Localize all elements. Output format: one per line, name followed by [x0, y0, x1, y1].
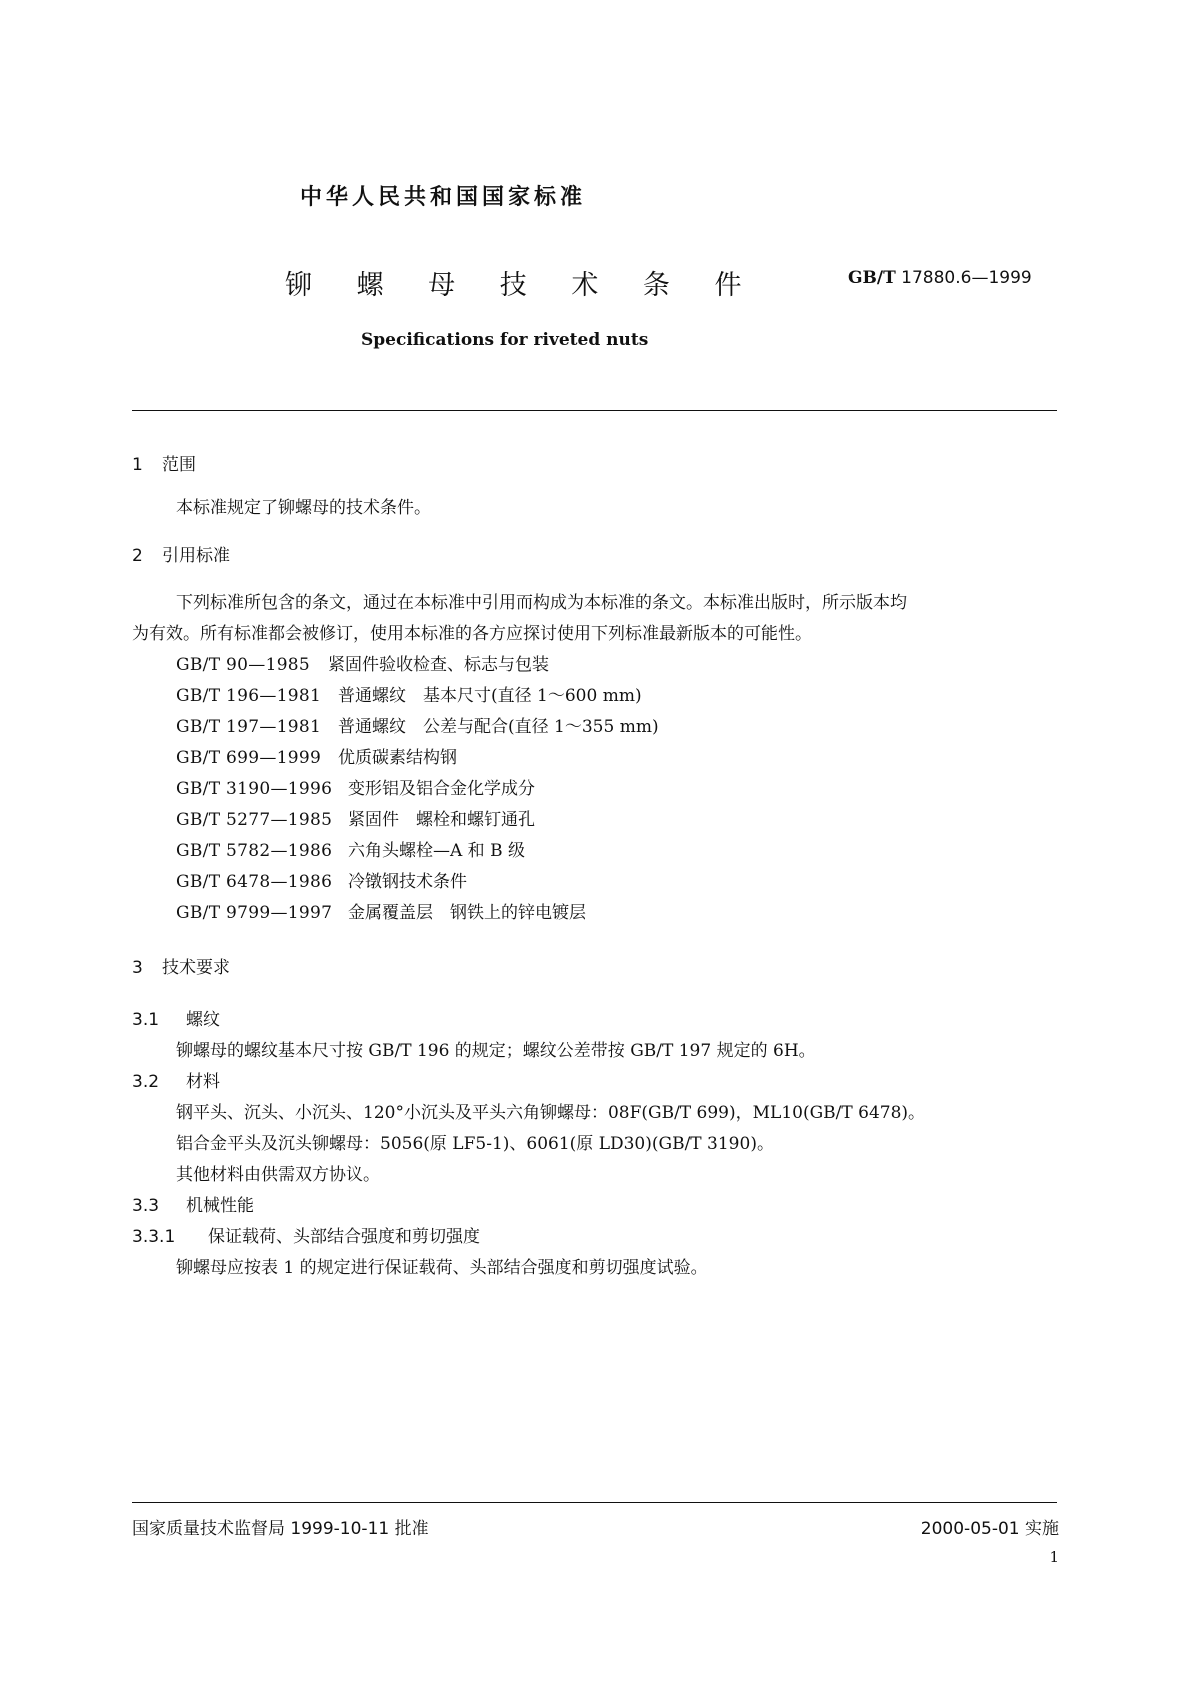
section-title: 保证载荷、头部结合强度和剪切强度 [208, 1227, 480, 1247]
reference-item [176, 898, 586, 923]
reference-code: GB/T 6478—1986 [176, 872, 333, 892]
section-3-1-heading [132, 1005, 220, 1030]
reference-code: GB/T 9799—1997 [176, 903, 333, 923]
reference-item [176, 712, 659, 737]
section-title: 技术要求 [162, 958, 230, 978]
reference-title: 冷镦钢技术条件 [348, 872, 467, 892]
section-2-paragraph-line-1: 下列标准所包含的条文，通过在本标准中引用而构成为本标准的条文。本标准出版时，所示版本均 [176, 593, 907, 613]
reference-code: GB/T 90—1985 [176, 655, 311, 675]
section-number: 3.3 [132, 1196, 160, 1216]
reference-title: 六角头螺栓—A 和 B 级 [348, 841, 525, 861]
reference-item [176, 743, 457, 768]
section-3-2-line-2: 铝合金平头及沉头铆螺母：5056(原 LF5-1)、6061(原 LD30)(GB/T 3190)。 [176, 1134, 774, 1154]
section-2-heading [132, 541, 230, 566]
standard-prefix: GB/T [848, 268, 896, 288]
section-title: 材料 [186, 1072, 220, 1092]
section-3-2-heading [132, 1067, 220, 1092]
reference-code: GB/T 5277—1985 [176, 810, 333, 830]
section-title: 机械性能 [186, 1196, 254, 1216]
section-3-3-heading [132, 1191, 254, 1216]
english-title: Specifications for riveted nuts [361, 330, 649, 350]
section-number: 2 [132, 546, 143, 566]
header-divider [132, 410, 1057, 411]
standard-number [848, 268, 1032, 288]
implementation-date: 2000-05-01 实施 [920, 1519, 1059, 1539]
reference-item [176, 805, 535, 830]
section-3-2-line-3: 其他材料由供需双方协议。 [176, 1165, 380, 1185]
reference-code: GB/T 3190—1996 [176, 779, 333, 799]
section-number: 3.3.1 [132, 1227, 176, 1247]
standard-code: 17880.6—1999 [901, 268, 1032, 288]
section-number: 3.1 [132, 1010, 160, 1030]
reference-item [176, 774, 535, 799]
section-3-heading [132, 953, 230, 978]
document-title: 铆 螺 母 技 术 条 件 [285, 270, 760, 301]
section-number: 3 [132, 958, 143, 978]
section-title: 螺纹 [186, 1010, 220, 1030]
section-3-3-1-text: 铆螺母应按表 1 的规定进行保证载荷、头部结合强度和剪切强度试验。 [176, 1258, 708, 1278]
footer-divider [132, 1502, 1057, 1503]
reference-code: GB/T 196—1981 [176, 686, 322, 706]
section-2-paragraph-line-2: 为有效。所有标准都会被修订，使用本标准的各方应探讨使用下列标准最新版本的可能性。 [132, 624, 812, 644]
section-title: 范围 [162, 455, 196, 475]
reference-title: 紧固件 螺栓和螺钉通孔 [348, 810, 535, 830]
section-number: 1 [132, 455, 143, 475]
section-3-1-text: 铆螺母的螺纹基本尺寸按 GB/T 196 的规定；螺纹公差带按 GB/T 197 规定的 6H。 [176, 1041, 816, 1061]
reference-item [176, 867, 467, 892]
reference-title: 金属覆盖层 钢铁上的锌电镀层 [348, 903, 586, 923]
reference-code: GB/T 197—1981 [176, 717, 322, 737]
section-1-text: 本标准规定了铆螺母的技术条件。 [176, 498, 431, 518]
reference-item [176, 681, 642, 706]
reference-item [176, 650, 549, 675]
reference-title: 优质碳素结构钢 [338, 748, 457, 768]
reference-title: 紧固件验收检查、标志与包装 [328, 655, 549, 675]
reference-title: 变形铝及铝合金化学成分 [348, 779, 535, 799]
reference-title: 普通螺纹 公差与配合(直径 1～355 mm) [338, 717, 659, 737]
section-3-3-1-heading [132, 1222, 480, 1247]
section-3-2-line-1: 钢平头、沉头、小沉头、120°小沉头及平头六角铆螺母：08F(GB/T 699)，ML10(GB/T 6478)。 [176, 1103, 926, 1123]
page-number: 1 [1049, 1548, 1059, 1566]
reference-title: 普通螺纹 基本尺寸(直径 1～600 mm) [338, 686, 642, 706]
section-title: 引用标准 [162, 546, 230, 566]
section-1-heading [132, 450, 196, 475]
national-standard-heading: 中华人民共和国国家标准 [300, 185, 587, 210]
reference-code: GB/T 699—1999 [176, 748, 322, 768]
section-number: 3.2 [132, 1072, 160, 1092]
approval-note: 国家质量技术监督局 1999-10-11 批准 [132, 1519, 429, 1539]
reference-item [176, 836, 525, 861]
reference-code: GB/T 5782—1986 [176, 841, 333, 861]
